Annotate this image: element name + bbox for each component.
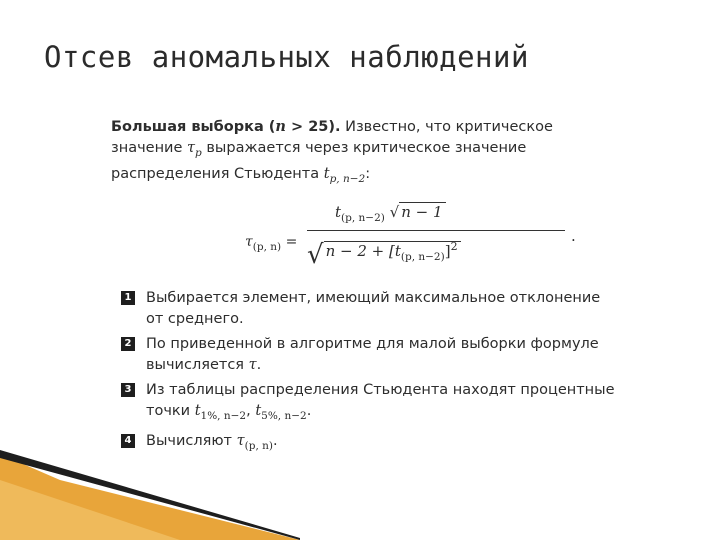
intro-tau-sub: p xyxy=(195,147,202,159)
numerator-t-sub: (p, n−2) xyxy=(341,212,385,224)
step-text: По приведенной в алгоритме для малой выборки формуле вычисляется xyxy=(146,336,599,373)
sqrt-symbol: √ xyxy=(389,203,400,221)
step-sep: , xyxy=(246,403,256,419)
numerator-t: t xyxy=(335,203,342,221)
big-sqrt-symbol: √ xyxy=(307,240,324,270)
list-item xyxy=(121,334,621,376)
step-badge: 3 xyxy=(121,383,135,397)
formula-lhs xyxy=(245,232,297,258)
step-badge: 4 xyxy=(121,434,135,448)
intro-t: t xyxy=(323,166,330,182)
slide-title: Отсев аномальных наблюдений xyxy=(44,40,529,74)
steps-list xyxy=(121,288,621,461)
intro-paragraph xyxy=(111,116,611,190)
denominator-t: t xyxy=(394,242,401,260)
step-tail: . xyxy=(273,433,278,449)
formula-denominator xyxy=(307,236,461,268)
step-symbol: τ xyxy=(236,433,245,449)
numerator-root: n − 1 xyxy=(399,202,445,221)
intro-t-sub: p, n−2 xyxy=(329,173,366,185)
step-symbol-sub: (p, n) xyxy=(244,440,274,452)
step-symbol: τ xyxy=(248,357,257,373)
intro-condition: > 25). xyxy=(285,119,341,135)
intro-text-1: Известно, что критическое значение xyxy=(111,119,553,156)
step-t2: t xyxy=(255,403,262,419)
formula-numerator xyxy=(335,202,446,229)
step-t2-sub: 5%, n−2 xyxy=(261,410,307,422)
intro-colon: : xyxy=(365,166,371,182)
step-text: Вычисляют xyxy=(146,433,237,449)
step-tail: . xyxy=(306,403,312,419)
list-item xyxy=(121,288,621,330)
formula-period: . xyxy=(571,227,576,245)
denominator-exp: 2 xyxy=(450,240,458,253)
step-tail: . xyxy=(256,357,262,373)
denominator-bracket: ] xyxy=(444,242,451,260)
step-badge: 2 xyxy=(121,337,135,351)
formula xyxy=(111,198,611,288)
formula-equals: = xyxy=(285,234,298,250)
corner-decoration xyxy=(0,440,300,540)
intro-n-var: n xyxy=(275,118,286,135)
intro-text-2: выражается через критическое значение распределения Стьюдента xyxy=(111,140,527,182)
step-text: Выбирается элемент, имеющий максимальное отклонение от среднего. xyxy=(146,290,601,327)
step-t1-sub: 1%, n−2 xyxy=(200,410,247,422)
denominator-root-a: n − 2 + [ xyxy=(325,242,395,260)
intro-tau: τ xyxy=(187,140,196,156)
formula-tau: τ xyxy=(245,234,253,250)
denominator-t-sub: (p, n−2) xyxy=(400,251,445,263)
fraction-bar xyxy=(307,230,565,231)
step-text: Из таблицы распределения Стьюдента находят процентные точки xyxy=(146,382,615,419)
intro-heading: Большая выборка ( xyxy=(111,119,276,135)
list-item xyxy=(121,380,621,427)
step-t1: t xyxy=(194,403,201,419)
step-badge: 1 xyxy=(121,291,135,305)
formula-tau-sub: (p, n) xyxy=(252,241,282,253)
main-content xyxy=(111,116,611,288)
